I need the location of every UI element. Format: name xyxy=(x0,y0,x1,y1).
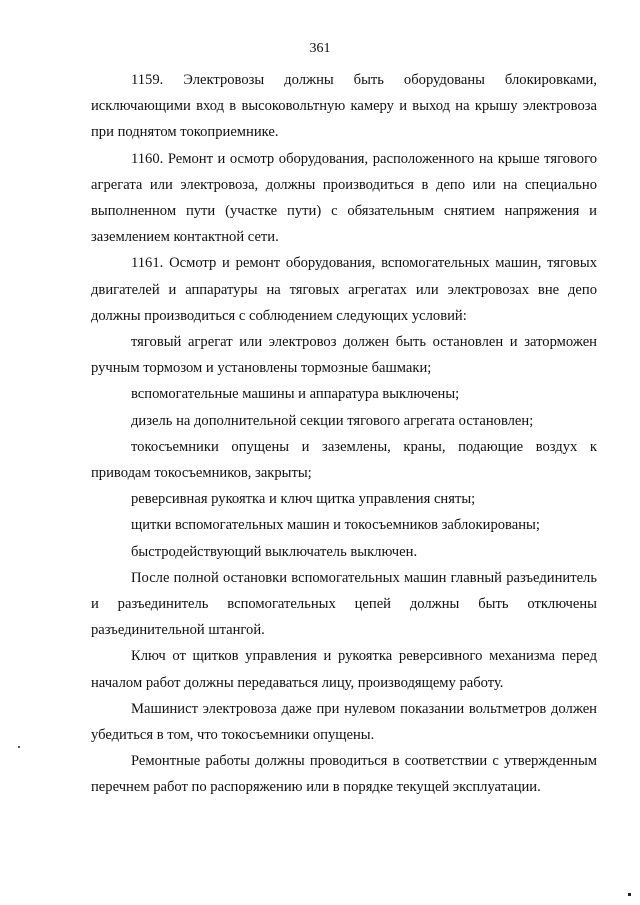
page-number: 361 xyxy=(309,41,331,56)
condition-item-2: вспомогательные машины и аппаратура выключены; xyxy=(131,386,460,403)
condition-item-6: щитки вспомогательных машин и токосъемников заблокированы; xyxy=(131,517,540,534)
document-body xyxy=(91,67,597,801)
condition-item-3: дизель на дополнительной секции тягового агрегата остановлен; xyxy=(131,412,534,429)
condition-item-1: тяговый агрегат или электровоз должен быть остановлен и заторможен ручным тормозом и установлены тормозные башмаки; xyxy=(91,334,597,377)
scan-speck xyxy=(18,746,20,748)
scan-corner-mark xyxy=(628,893,631,896)
paragraph-1159: 1159. Электровозы должны быть оборудованы блокировками, исключающими вход в высоковольтную камеру и выход на крышу электровоза при поднятом токоприемнике. xyxy=(91,72,597,141)
paragraph-1160: 1160. Ремонт и осмотр оборудования, расположенного на крыше тягового агрегата или электровоза, должны производиться в депо или на специально выполненном пути (участке пути) с обязательным снятием напряжения и заземлением контактной сети. xyxy=(91,150,597,246)
condition-item-5: реверсивная рукоятка и ключ щитка управления сняты; xyxy=(131,491,476,508)
condition-item-4: токосъемники опущены и заземлены, краны, подающие воздух к приводам токосъемников, закрыты; xyxy=(91,438,597,482)
paragraph-key-handover: Ключ от щитков управления и рукоятка реверсивного механизма перед началом работ должны передаваться лицу, производящему работу. xyxy=(91,648,597,691)
condition-item-7: быстродействующий выключатель выключен. xyxy=(131,543,418,560)
paragraph-1161: 1161. Осмотр и ремонт оборудования, вспомогательных машин, тяговых двигателей и аппаратуры на тяговых агрегатах или электровозах вне депо должны производиться с соблюдением следующих условий: xyxy=(91,255,597,324)
paragraph-repair-works: Ремонтные работы должны проводиться в соответствии с утвержденным перечнем работ по распоряжению или в порядке текущей эксплуатации. xyxy=(91,753,597,796)
paragraph-driver-check: Машинист электровоза даже при нулевом показании вольтметров должен убедиться в том, что токосъемники опущены. xyxy=(91,700,597,744)
paragraph-disconnector: После полной остановки вспомогательных машин главный разъединитель и разъединитель вспомогательных цепей должны быть отключены разъединительной штангой. xyxy=(91,569,597,639)
